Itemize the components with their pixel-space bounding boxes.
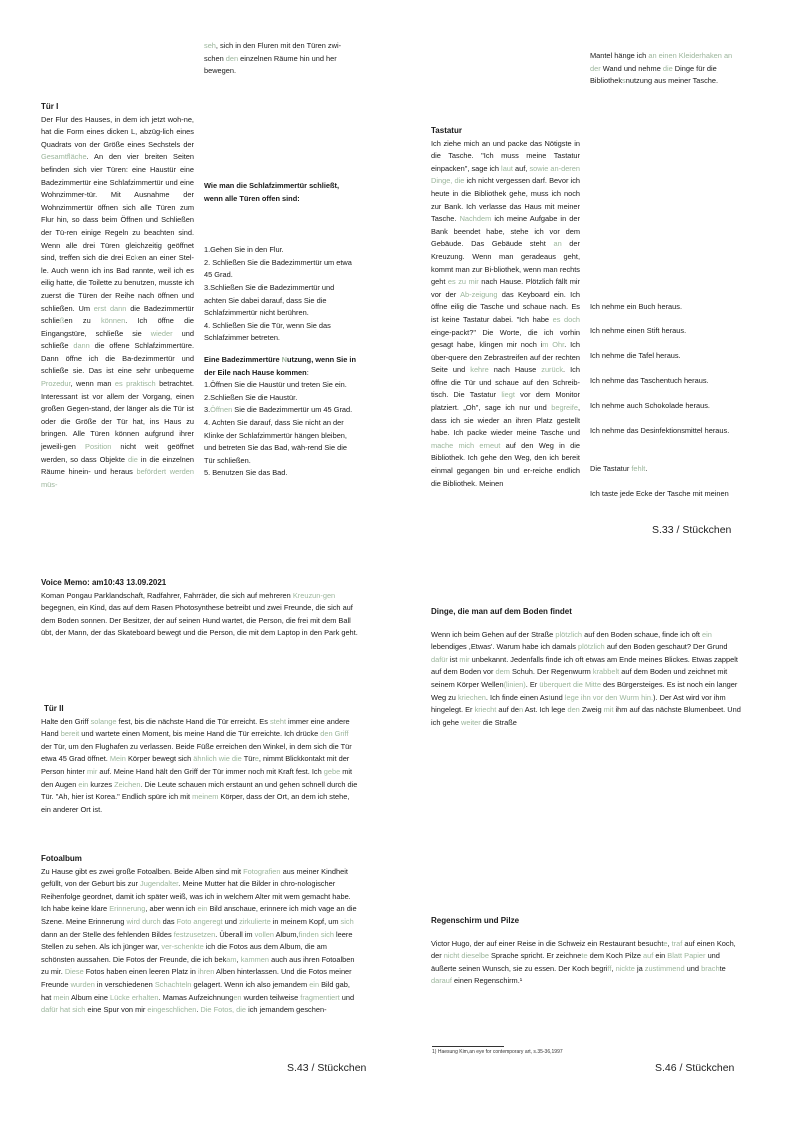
- text-run: ein: [653, 951, 668, 961]
- text-run: ich nicht vergessen darf. Bevor ich heute in die Bibliothek gehe, muss ich noch zur Bank. Ich verlasse das Haus mit meiner Tasche.: [431, 176, 581, 224]
- text-run: , dass ich sie wieder an ihren Platz gestellt habe. Ich packe wieder meine Tasche und: [431, 403, 580, 438]
- text-run: auf den Weg in die Bibliothek. Ich gehe den Weg, den ich bereit einmal gegangen bin und er-reiche endlich die Bibliothek. Meinen: [431, 440, 580, 488]
- tasche-list: [590, 0, 745, 520]
- text-run: , wenn man: [70, 379, 115, 389]
- highlighted-word: Jugendalter: [140, 879, 179, 889]
- highlighted-word: plötzlich: [555, 629, 583, 639]
- text-run: und: [222, 916, 240, 926]
- highlighted-word: weiter: [461, 717, 481, 727]
- text-run: und: [339, 992, 355, 1002]
- text-run: Ich ziehe mich an und packe das Nötigste in die Tasche. "Ich muss meine Tastatur einpacken", sage ich: [431, 138, 580, 173]
- page-label: S.33 / Stückchen: [652, 524, 732, 536]
- text-run: Ich nehme auch Schokolade heraus.: [590, 401, 710, 410]
- badezimmer-step: [204, 379, 357, 392]
- text-run: , aber wenn ich: [145, 904, 198, 914]
- tuer1-heading: Tür I: [41, 102, 59, 111]
- text-run: Wand und nehme: [600, 63, 663, 73]
- highlighted-word: fragmentiert: [300, 992, 340, 1002]
- highlighted-word: seh: [204, 41, 216, 50]
- text-run: und: [684, 963, 702, 973]
- highlighted-word: Ab-zeigung: [460, 289, 498, 299]
- voice-memo-text: [41, 590, 361, 640]
- highlighted-word: mit: [603, 705, 614, 715]
- highlighted-word: Die Fotos, die: [200, 1005, 247, 1015]
- text-run: . Meine Mutter hat die Bilder in chro-nologischer Reihenfolge geordnet, damit ich später weiß, was ich in welchem Alter mit wem gemacht habe. Ich habe keine klare: [41, 879, 351, 914]
- highlighted-word: brach: [701, 963, 720, 973]
- highlighted-word: zirkulierte: [239, 916, 271, 926]
- highlighted-word: dafür hat sich: [41, 1005, 86, 1015]
- text-run: und schließe: [41, 328, 194, 351]
- tasche-list-item: [590, 400, 710, 413]
- highlighted-word: Diese: [64, 967, 84, 977]
- regenschirm-heading: Regenschirm und Pilze: [431, 916, 520, 925]
- text-run: Mantel hänge ich: [590, 51, 649, 60]
- tasche-list-item: [590, 488, 729, 501]
- highlighted-word: den: [567, 705, 580, 715]
- text-run: . An den vier breiten Seiten befinden sich vier Türen: eine Haustür eine Badezimmertür eine Schlafzimmertür und eine Wohnzimmer-tür. Mit Ausnahme der Wohnzimmertür öffnen sich alle Türen zum Flur hin, so dass beim Öffnen und Schließen der Tü-ren einige Regeln zu beachten sind. Wenn alle drei Türen gleichzeitig geöffnet sind, treffen sich die drei Ec: [41, 152, 194, 263]
- text-run: und äußerte seinen Wunsch, sie zu essen. Der Koch begri: [431, 951, 720, 973]
- text-run: immer eine andere Hand: [41, 716, 350, 739]
- text-run: nach Hause: [488, 365, 542, 375]
- highlighted-word: an einen Kleiderhaken an der: [590, 51, 733, 73]
- highlighted-word: zustimmend: [644, 963, 685, 973]
- badezimmer-step: [204, 404, 357, 417]
- text-run: das: [160, 916, 177, 926]
- highlighted-word: (linien): [503, 679, 526, 689]
- highlighted-word: zurück: [541, 365, 564, 375]
- text-run: auf. Meine Hand hält den Griff der Tür immer noch mit Kraft fest. Ich: [97, 766, 324, 776]
- text-run: gelagert. Wenn ich also jemandem: [191, 979, 310, 989]
- highlighted-word: dann: [73, 341, 90, 351]
- highlighted-word: solange: [90, 716, 117, 726]
- text-run: Ich nehme die Tafel heraus.: [590, 351, 681, 360]
- highlighted-word: wird durch: [126, 916, 161, 926]
- tastatur-text: [431, 138, 580, 491]
- text-run: nutzung aus meiner Tasche.: [625, 76, 719, 86]
- badezimmer-heading-part: N: [281, 354, 287, 364]
- text-run: in die einzelnen Räume hinein- und heraus: [41, 454, 194, 477]
- tastatur-heading: Tastatur: [431, 126, 462, 135]
- highlighted-word: den Griff: [320, 729, 349, 739]
- text-run: Sie die Badezimmertür um 45 Grad.: [232, 405, 353, 415]
- highlighted-word: laut: [501, 163, 513, 173]
- text-run: 4. Achten Sie darauf, dass Sie nicht an der Klinke der Schlafzimmertür hängen bleiben, und betreten Sie das Bad, wäh-rend Sie die Tür schließen.: [204, 417, 347, 465]
- text-run: dem Koch Pilze: [587, 951, 644, 961]
- text-run: begegnen, ein Kind, das auf dem Rasen Photosynthese betreibt und zwei Freunde, die sich auf dem Boden sonnen. Der Besitzer, der auf seinen Hund wartet, die Person, die frei mit dem Ball übt, der Mann, der das Skateboard bewegt und die Person, die mit dem Laptop in den Park geht.: [41, 603, 358, 638]
- tasche-list-item: [590, 325, 686, 338]
- text-run: Ich taste jede Ecke der Tasche mit meinen: [590, 489, 729, 498]
- text-run: ). Der Ast wird vor ihm hingelegt. Er: [431, 692, 726, 715]
- text-run: . Mamas Aufzeichnung: [158, 992, 234, 1002]
- text-run: Körper, dass der Ort, an dem ich stehe, ein anderer Ort ist.: [41, 792, 350, 814]
- highlighted-word: nickte: [615, 963, 635, 973]
- highlighted-word: Prozedur: [41, 379, 71, 389]
- text-run: nach Hause. Plötzlich fällt mir vor der: [431, 277, 580, 299]
- highlighted-word: s: [622, 76, 626, 86]
- highlighted-word: am: [226, 954, 237, 964]
- regenschirm-text: [431, 938, 743, 988]
- text-run: auf den Boden schaue, finde ich oft: [582, 629, 703, 639]
- schlafzimmer-step: 3.Schließen Sie die Badezimmertür und achten Sie dabei darauf, dass Sie die Schlafzimmertür nicht berühren.: [204, 282, 335, 318]
- text-run: Zu Hause gibt es zwei große Fotoalben. Beide Alben sind mit: [41, 866, 244, 876]
- highlighted-word: ihren: [197, 967, 215, 977]
- highlighted-word: Schachteln: [154, 979, 192, 989]
- text-run: Halte den Griff: [41, 716, 91, 726]
- fotoalbum-heading: Fotoalbum: [41, 854, 82, 863]
- highlighted-word: die Mitte: [573, 679, 601, 689]
- text-run: Ich nehme ein Buch heraus.: [590, 302, 683, 311]
- text-run: einge-packt?" Die Worte, die ich vorhin gesagt habe, klingen mir noch i: [431, 327, 580, 350]
- highlighted-word: darauf: [431, 976, 452, 986]
- text-run: , nimmt Blickkontakt mit der Person hinter: [41, 754, 350, 776]
- highlighted-word: vollen: [254, 929, 274, 939]
- text-run: unbekannt. Jedenfalls finde ich oft etwas am Ende meines Blickes. Etwas zappelt auf dem Boden vor: [431, 654, 738, 677]
- highlighted-word: Fotografien: [243, 866, 281, 876]
- schlafzimmer-heading: Wie man die Schlafzimmertür schließt, wenn alle Türen offen sind:: [204, 181, 340, 203]
- text-run: ich meine Aufgabe in der Bank beendet habe, stehe ich vor dem Gebäude. Das Gebäude steht: [431, 214, 580, 249]
- highlighted-word: Zeichen: [114, 779, 141, 789]
- text-run: Der Flur des Hauses, in dem ich jetzt woh-ne, hat die Form eines dicken L, abzüg-lich eines Quadrats von der Größe eines Sechstels der: [41, 114, 194, 149]
- text-run: ,: [236, 954, 241, 964]
- tasche-list-item: [590, 301, 682, 314]
- voice-memo-section: [41, 577, 361, 640]
- text-run: auf,: [512, 163, 530, 173]
- highlighted-word: mir: [87, 766, 98, 776]
- text-run: ,: [611, 963, 616, 973]
- highlighted-word: Gesamtfläche: [41, 152, 87, 162]
- text-run: mit den Augen: [41, 766, 353, 789]
- text-run: leere Stellen zu sehen. Als ich jünger war,: [41, 929, 353, 952]
- text-run: dann an der Stelle des fehlenden Bildes: [41, 929, 174, 939]
- text-run: Album,: [273, 929, 299, 939]
- highlighted-word: dann: [109, 303, 127, 313]
- highlighted-word: kammen: [240, 954, 270, 964]
- schlafzimmer-steps: [204, 244, 357, 345]
- highlighted-word: ver-schenkte: [161, 942, 204, 952]
- text-run: auch aus ihren Fotoalben zu mir.: [41, 954, 355, 977]
- highlighted-word: den: [225, 53, 239, 63]
- text-run: te: [719, 963, 726, 973]
- tuer1-intro-continuation: [204, 40, 357, 78]
- text-run: Ich nehme das Taschentuch heraus.: [590, 376, 709, 385]
- tuer2-section: [41, 703, 361, 816]
- text-run: Koman Pongau Parklandschaft, Radfahrer, Fahrräder, die sich auf mehreren: [41, 590, 293, 600]
- text-run: Bild gab, hat: [41, 979, 350, 1002]
- text-run: Ich nehme das Desinfektionsmittel heraus.: [590, 426, 730, 435]
- highlighted-word: ein: [78, 779, 89, 789]
- text-run: auf einen Koch, der: [431, 938, 736, 961]
- page-label: S.43 / Stückchen: [287, 1062, 367, 1074]
- highlighted-word: Erinnerung: [109, 904, 146, 914]
- highlighted-word: sich: [340, 916, 354, 926]
- highlighted-word: an: [553, 239, 562, 249]
- highlighted-word: Lücke erhalten: [110, 992, 159, 1002]
- highlighted-word: sowie an-deren Dinge, die: [431, 163, 580, 186]
- highlighted-word: festzusetzen: [173, 929, 216, 939]
- highlighted-word: ß: [59, 316, 65, 326]
- badezimmer-steps: [204, 379, 357, 480]
- badezimmer-heading-part: :: [306, 367, 309, 377]
- text-run: vor dem Monitor platziert. „Oh", sage ich nur und: [431, 390, 581, 413]
- text-run: . Ich finde einen As: [485, 692, 549, 702]
- text-run: und: [550, 692, 565, 702]
- text-run: . Überall im: [215, 929, 255, 939]
- highlighted-word: befördert werden müs-: [41, 467, 194, 489]
- text-run: aus meiner Kindheit gefüllt, von der Geburt bis zur: [41, 866, 348, 889]
- text-run: en zu: [64, 316, 101, 326]
- schlafzimmer-step: 2. Schließen Sie die Badezimmertür um etwa 45 Grad.: [204, 257, 352, 280]
- highlighted-word: mache mich erneut: [431, 440, 501, 450]
- highlighted-word: m Ohr: [542, 340, 565, 350]
- text-run: , sich in den Fluren mit den Türen zwi-schen: [204, 41, 342, 63]
- text-run: auf de: [496, 705, 519, 715]
- text-run: der Kreuzung. Wenn man geradeaus geht, kommt man zur Bi-bliothek, wenn man rechts geht: [431, 239, 580, 287]
- highlighted-word: es doch: [552, 314, 580, 324]
- highlighted-word: kriechen: [457, 692, 486, 702]
- text-run: .: [196, 1005, 201, 1015]
- text-run: und wartete einen Moment, bis meine Hand die Tür erreichte. Ich drücke: [79, 729, 321, 739]
- highlighted-word: dem: [495, 667, 510, 677]
- tuer1-section: [41, 101, 194, 491]
- highlighted-word: t: [548, 692, 551, 702]
- text-run: . Ich öffne die Eingangstüre, schließe sie: [41, 316, 194, 338]
- text-run: ,: [667, 938, 672, 948]
- text-run: ihm auf das nächste Blumenbeet. Und ich gehe: [431, 705, 741, 727]
- tuer1-text: [41, 114, 194, 492]
- boden-text: [431, 629, 743, 730]
- highlighted-word: es praktisch: [114, 379, 156, 389]
- text-run: einen Regenschirm.¹: [451, 976, 523, 986]
- text-run: Dinge für die Bibliothek: [590, 63, 717, 86]
- text-run: Körper bewegt sich: [125, 754, 194, 764]
- highlighted-word: Nachdem: [459, 214, 492, 224]
- badezimmer-heading-part: utzung, wenn Sie in der Eile nach Hause kommen: [204, 354, 356, 377]
- text-run: eine Spur von mir: [85, 1005, 148, 1015]
- text-run: Sprache spricht. Er zeichne: [488, 951, 582, 961]
- highlighted-word: Mein: [109, 754, 126, 764]
- highlighted-word: erst: [93, 303, 107, 313]
- highlighted-word: ein: [309, 979, 320, 989]
- text-run: Fotos haben einen leeren Platz in: [83, 967, 198, 977]
- text-run: 3.: [204, 405, 211, 415]
- highlighted-word: steht: [269, 716, 286, 726]
- tasche-list-item: [590, 463, 647, 476]
- highlighted-word: finden sich: [298, 929, 334, 939]
- text-run: nicht weit geöffnet werden, so dass Objekte: [41, 442, 194, 464]
- highlighted-word: die: [662, 63, 673, 73]
- text-run: in verschiedenen: [94, 979, 155, 989]
- text-run: Die Tastatur: [590, 464, 632, 473]
- text-run: Alben hinterlassen. Und die Fotos meiner Freunde: [41, 967, 352, 989]
- highlighted-word: liegt: [501, 390, 515, 400]
- highlighted-word: mir: [459, 654, 470, 664]
- text-run: 2.Schließen Sie die Haustür.: [204, 392, 298, 402]
- text-run: betrachtet. Interessant ist vor allem der Vorgang, einen großen Gegen-stand, der länger als die Tür ist oder die Größe der Tür hat, ins Haus zu bringen. Alle Türen können aufgrund ihrer jeweili-gen: [41, 379, 194, 452]
- highlighted-word: fehlt: [631, 464, 646, 473]
- text-run: das Keyboard ein. Ich öffne eilig die Tasche und schaue nach. Es ist keine Tastatur dabei. "Ich habe: [431, 289, 580, 324]
- text-run: auf den Boden geschaut? Der Grund: [604, 642, 728, 652]
- highlighted-word: Kreuzun-gen: [292, 590, 336, 600]
- highlighted-word: lege ihn vor den Wurm hin.: [564, 692, 654, 702]
- highlighted-word: e: [663, 938, 668, 948]
- highlighted-word: gebe: [323, 766, 341, 776]
- highlighted-word: ein: [197, 904, 208, 914]
- badezimmer-heading: [204, 354, 357, 379]
- highlighted-word: traf: [671, 938, 683, 948]
- text-run: Wenn ich beim Gehen auf der Straße: [431, 629, 556, 639]
- text-run: ich die Fotos aus dem Album, die am schönsten aussahen. Die Fotos der Freunde, die ich bek: [41, 942, 327, 964]
- text-run: Schuh. Der Regenwurm: [509, 667, 593, 677]
- schlafzimmer-step: 4. Schließen Sie die Tür, wenn Sie das Schlafzimmer betreten.: [204, 320, 331, 343]
- text-run: Victor Hugo, der auf einer Reise in die Schweiz ein Restaurant besucht: [431, 938, 664, 948]
- tasche-list-item: [590, 425, 740, 438]
- badezimmer-heading-part: Eine Badezimmertüre: [204, 354, 282, 364]
- schlafzimmer-section: [204, 180, 357, 480]
- text-run: die Straße: [480, 717, 517, 727]
- text-run: Ich nehme einen Stift heraus.: [590, 326, 687, 335]
- text-run: 1.Öffnen Sie die Haustür und treten Sie ein.: [204, 380, 347, 390]
- highlighted-word: krabbelt: [592, 667, 620, 677]
- highlighted-word: mein: [53, 992, 70, 1002]
- text-run: ich jemandem geschen-: [246, 1005, 327, 1015]
- highlighted-word: wurden: [70, 979, 95, 989]
- highlighted-word: kehre: [470, 365, 489, 375]
- highlighted-word: bereit: [60, 729, 80, 739]
- text-run: Bild anschaue, erinnere ich mich vage an die Szene. Meine Erinnerung: [41, 904, 357, 926]
- text-run: Tür: [241, 754, 255, 764]
- highlighted-word: auf: [643, 951, 654, 961]
- highlighted-word: ein: [702, 629, 712, 639]
- text-run: ist: [447, 654, 460, 664]
- text-run: en an einer Stel-le. Auch wenn ich ins Bad rannte, weil ich es eilig hatte, die Toilette zu benutzen, musste ich zuerst die Türen der Reihe nach öffnen und schließen. Um: [41, 253, 194, 313]
- highlighted-word: Öffnen: [210, 405, 233, 415]
- highlighted-word: e: [254, 754, 259, 764]
- text-run: die offene Schlafzimmertüre. Dann öffne ich die Ba-dezimmertür und schließe sie. Das ist eine sehr unbequeme: [41, 341, 194, 376]
- highlighted-word: n: [518, 705, 524, 715]
- highlighted-word: Blatt Papier: [667, 951, 706, 961]
- highlighted-word: ähnlich wie die: [193, 754, 242, 764]
- text-run: Album eine: [69, 992, 111, 1002]
- text-run: wurden teilweise: [241, 992, 301, 1002]
- fotoalbum-text: [41, 866, 361, 1017]
- footnote-divider: [432, 1046, 504, 1047]
- text-run: .: [645, 464, 648, 473]
- text-run: lebendiges ,Etwas'. Warum habe ich damals: [431, 642, 578, 652]
- highlighted-word: plötzlich: [577, 642, 605, 652]
- tuer2-heading: Tür II: [44, 704, 64, 713]
- highlighted-word: begreife: [551, 403, 578, 413]
- tuer2-text: [41, 716, 361, 817]
- highlighted-word: ff: [607, 963, 612, 973]
- highlighted-word: Foto angeregt: [176, 916, 223, 926]
- regenschirm-section: [431, 915, 743, 988]
- highlighted-word: können: [100, 316, 126, 326]
- boden-section: [431, 606, 743, 729]
- text-run: 5. Benutzen Sie das Bad.: [204, 468, 288, 478]
- tasche-list-item: [590, 350, 681, 363]
- highlighted-word: die: [128, 454, 138, 464]
- text-run: Ast. Ich lege: [523, 705, 568, 715]
- text-run: Zweig: [579, 705, 604, 715]
- text-run: . Ich über-quere den Zebrastreifen auf der rechten Seite und: [431, 340, 580, 375]
- tastatur-section: [431, 125, 580, 490]
- fotoalbum-section: [41, 853, 361, 1017]
- boden-heading: Dinge, die man auf dem Boden findet: [431, 607, 572, 616]
- badezimmer-step: [204, 467, 357, 480]
- highlighted-word: eingeschlichen: [147, 1005, 197, 1015]
- highlighted-word: es zu mir: [447, 277, 479, 287]
- text-run: des Bürgersteiges. Es ist noch ein langer Weg zu: [431, 679, 738, 702]
- text-run: . Die Leute schauen mich erstaunt an und gehen schnell durch die Tür. "Ah, hier ist Korea." Endlich spüre ich mit: [41, 779, 358, 802]
- text-run: . Er: [525, 679, 540, 689]
- text-run: kurzes: [88, 779, 115, 789]
- footnote: 1) Haesung Kim,an eye for contemporary art, s.35-36,1997: [432, 1049, 563, 1055]
- text-run: die Badezimmertür schlie: [41, 303, 194, 326]
- badezimmer-step: [204, 392, 357, 405]
- highlighted-word: kriecht: [474, 705, 497, 715]
- highlighted-word: Position: [85, 442, 112, 452]
- highlighted-word: en: [233, 992, 242, 1002]
- voice-memo-heading: Voice Memo: am10:43 13.09.2021: [41, 578, 167, 587]
- text-run: fest, bis die nächste Hand die Tür erreicht. Es: [116, 716, 270, 726]
- schlafzimmer-step: 1.Gehen Sie in den Flur.: [204, 245, 284, 255]
- highlighted-word: nicht dieselbe: [443, 951, 489, 961]
- text-run: . Ich öffne die Tür und schaue auf den Schreib-tisch. Die Tastatur: [431, 365, 580, 400]
- text-run: einzelnen Räume hin und her bewegen.: [204, 53, 337, 76]
- highlighted-word: meinem: [192, 792, 219, 802]
- highlighted-word: überquert: [539, 679, 571, 689]
- highlighted-word: dafür: [431, 654, 448, 664]
- text-run: in meinem Kopf, um: [270, 916, 341, 926]
- text-run: ja: [634, 963, 645, 973]
- highlighted-word: wieder: [150, 328, 173, 338]
- text-run: der Tür, um den Flughafen zu verlassen. Beide Füße erreichen den Winkel, in dem sich die Tür etwa 45 Grad öffnet.: [41, 741, 352, 764]
- highlighted-word: te: [581, 951, 588, 961]
- text-run: auf dem Boden und zeichnet mit seinem Körper Wellen: [431, 667, 728, 689]
- page-label: S.46 / Stückchen: [655, 1062, 735, 1074]
- tasche-list-item: [590, 375, 709, 388]
- badezimmer-step: [204, 417, 357, 467]
- highlighted-word: k: [134, 253, 139, 263]
